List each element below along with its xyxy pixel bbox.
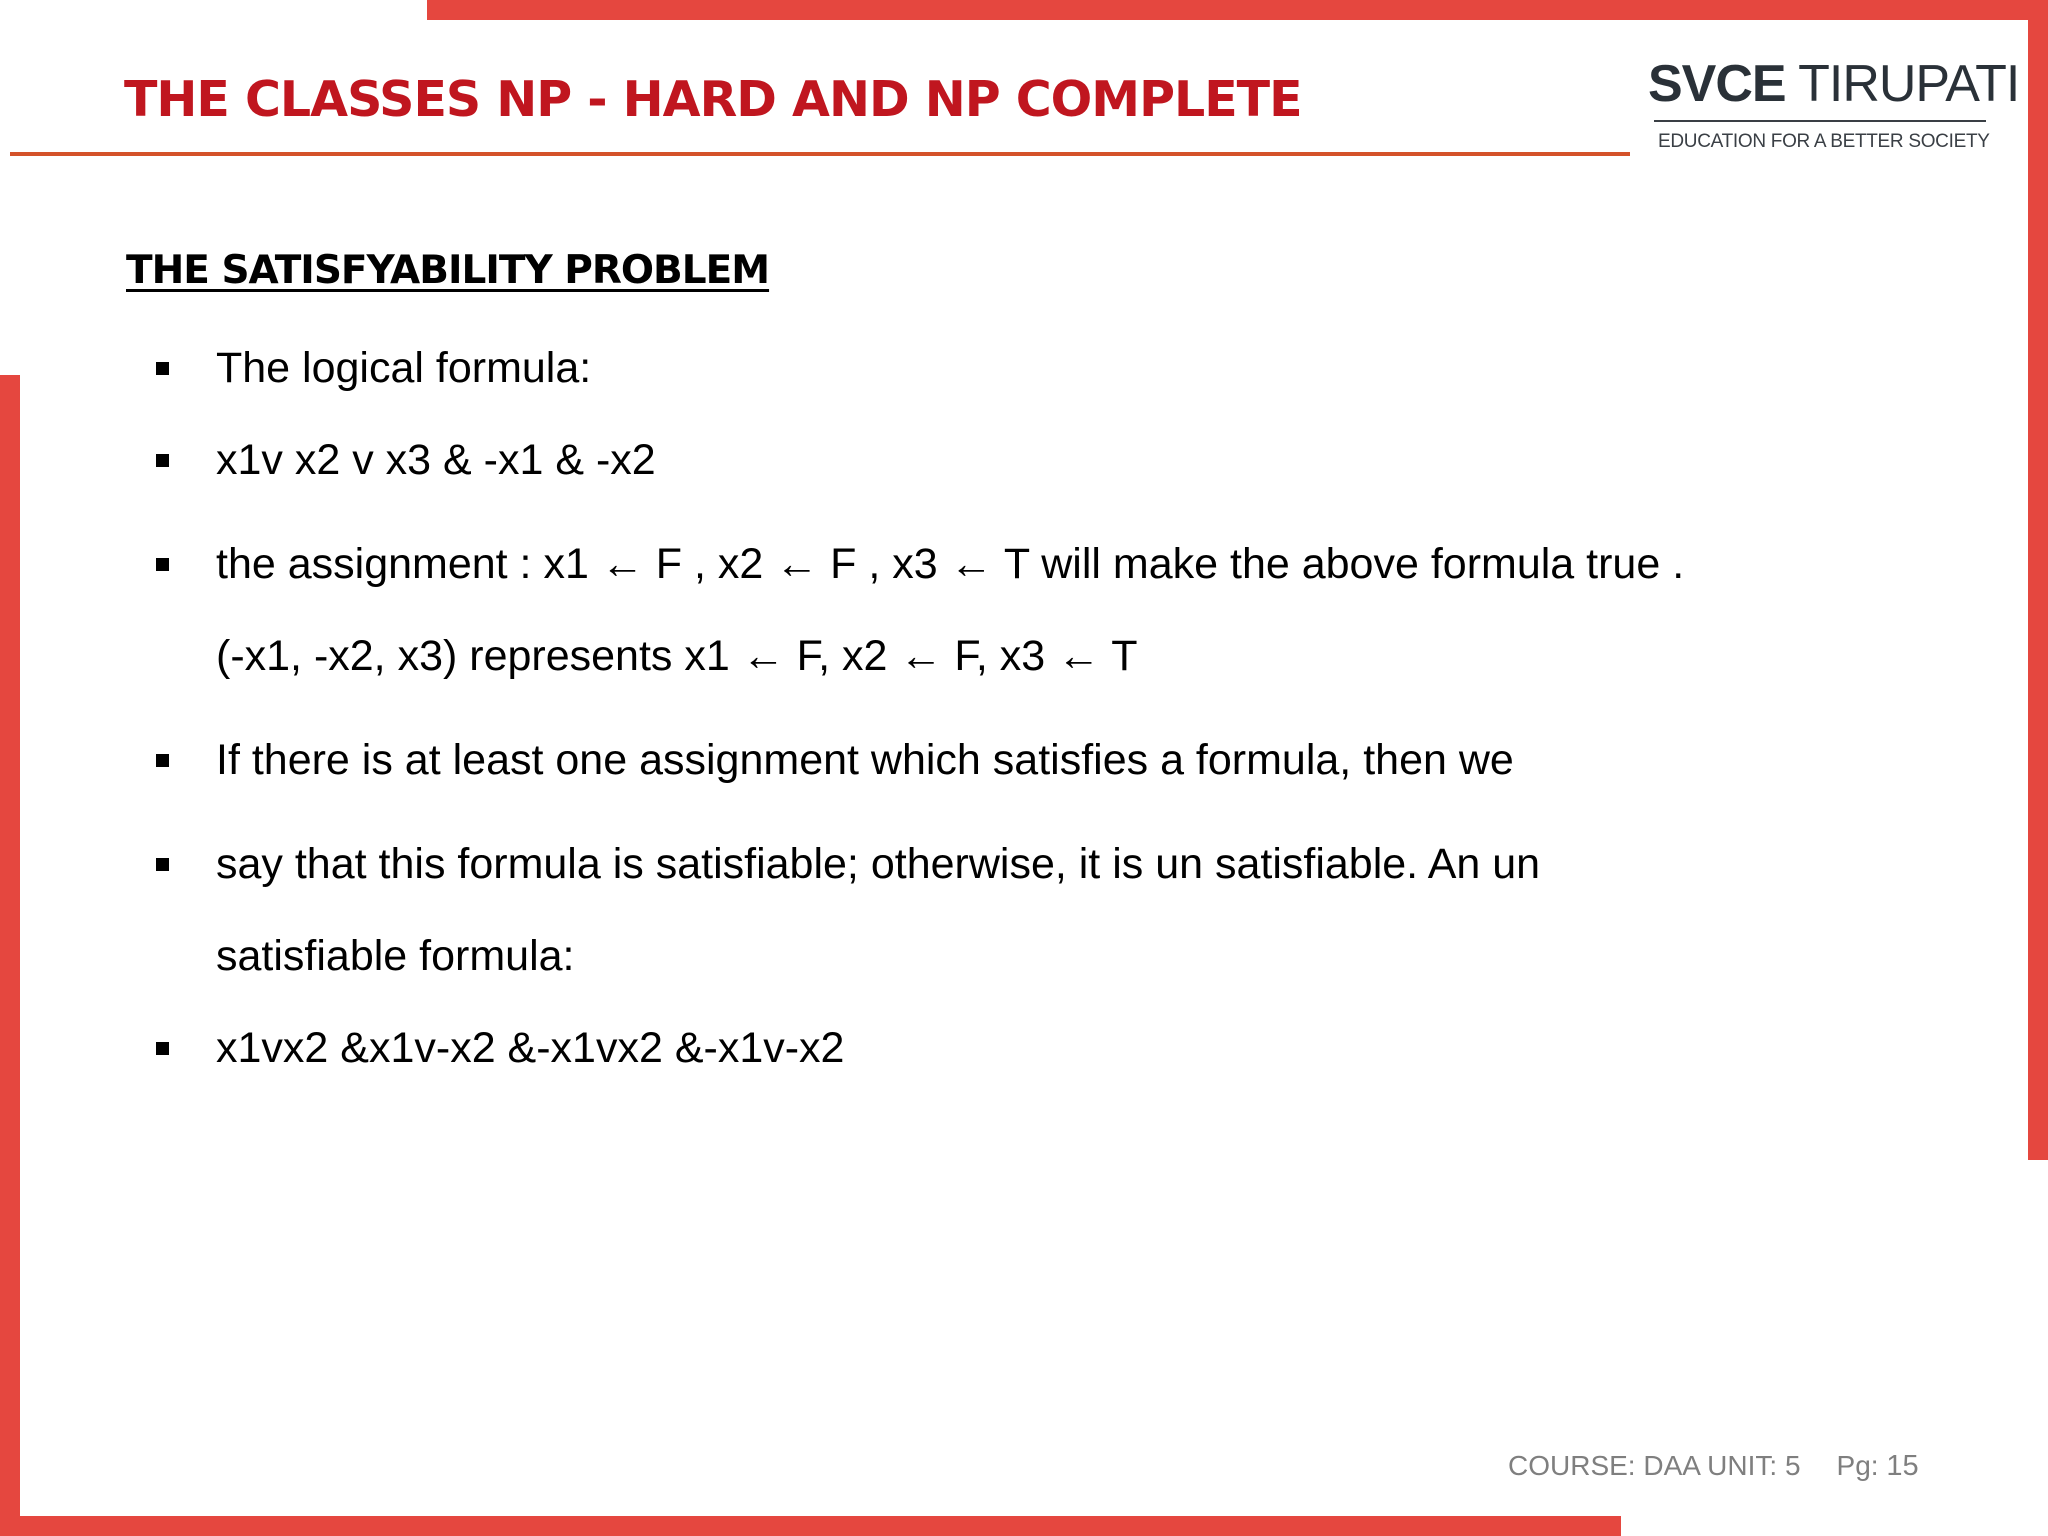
slide-footer xyxy=(1508,1450,1919,1483)
slide-title: THE CLASSES NP - HARD AND NP COMPLETE xyxy=(124,71,1302,128)
bottom-accent-bar xyxy=(0,1516,1621,1536)
page-label: Pg: xyxy=(1836,1450,1879,1481)
bullet-text: If there is at least one assignment which satisfies a formula, then we xyxy=(216,736,1514,784)
right-accent-bar xyxy=(2028,0,2048,1160)
square-bullet-icon xyxy=(156,1042,169,1055)
institution-logo xyxy=(1648,54,2020,164)
bullet-text: x1v x2 v x3 & -x1 & -x2 xyxy=(216,436,656,484)
title-underline xyxy=(10,152,1630,156)
left-accent-bar xyxy=(0,375,20,1536)
bullet-text: say that this formula is satisfiable; otherwise, it is un satisfiable. An un satisfiable formula: xyxy=(216,840,1541,980)
bullet-text: the assignment : x1 ← F , x2 ← F , x3 ← T will make the above formula true . (-x1, -x2, x3) represents x1 ← F, x2 ← F, x3 ← T xyxy=(216,540,1685,680)
square-bullet-icon xyxy=(156,858,169,871)
logo-wordmark xyxy=(1648,54,2019,114)
bullet-text: The logical formula: xyxy=(216,344,592,392)
square-bullet-icon xyxy=(156,362,169,375)
course-unit-label: COURSE: DAA UNIT: 5 xyxy=(1508,1450,1801,1481)
page-number: 15 xyxy=(1886,1450,1919,1482)
top-accent-bar xyxy=(427,0,2048,20)
square-bullet-icon xyxy=(156,454,169,467)
logo-divider xyxy=(1654,120,1986,122)
square-bullet-icon xyxy=(156,754,169,767)
logo-name-bold: SVCE xyxy=(1648,55,1786,113)
logo-tagline: EDUCATION FOR A BETTER SOCIETY xyxy=(1658,131,1990,152)
bullet-text: x1vx2 &x1v-x2 &-x1vx2 &-x1v-x2 xyxy=(216,1024,845,1072)
logo-name-light: TIRUPATI xyxy=(1785,55,2020,113)
square-bullet-icon xyxy=(156,558,169,571)
section-heading: THE SATISFYABILITY PROBLEM xyxy=(126,248,770,293)
